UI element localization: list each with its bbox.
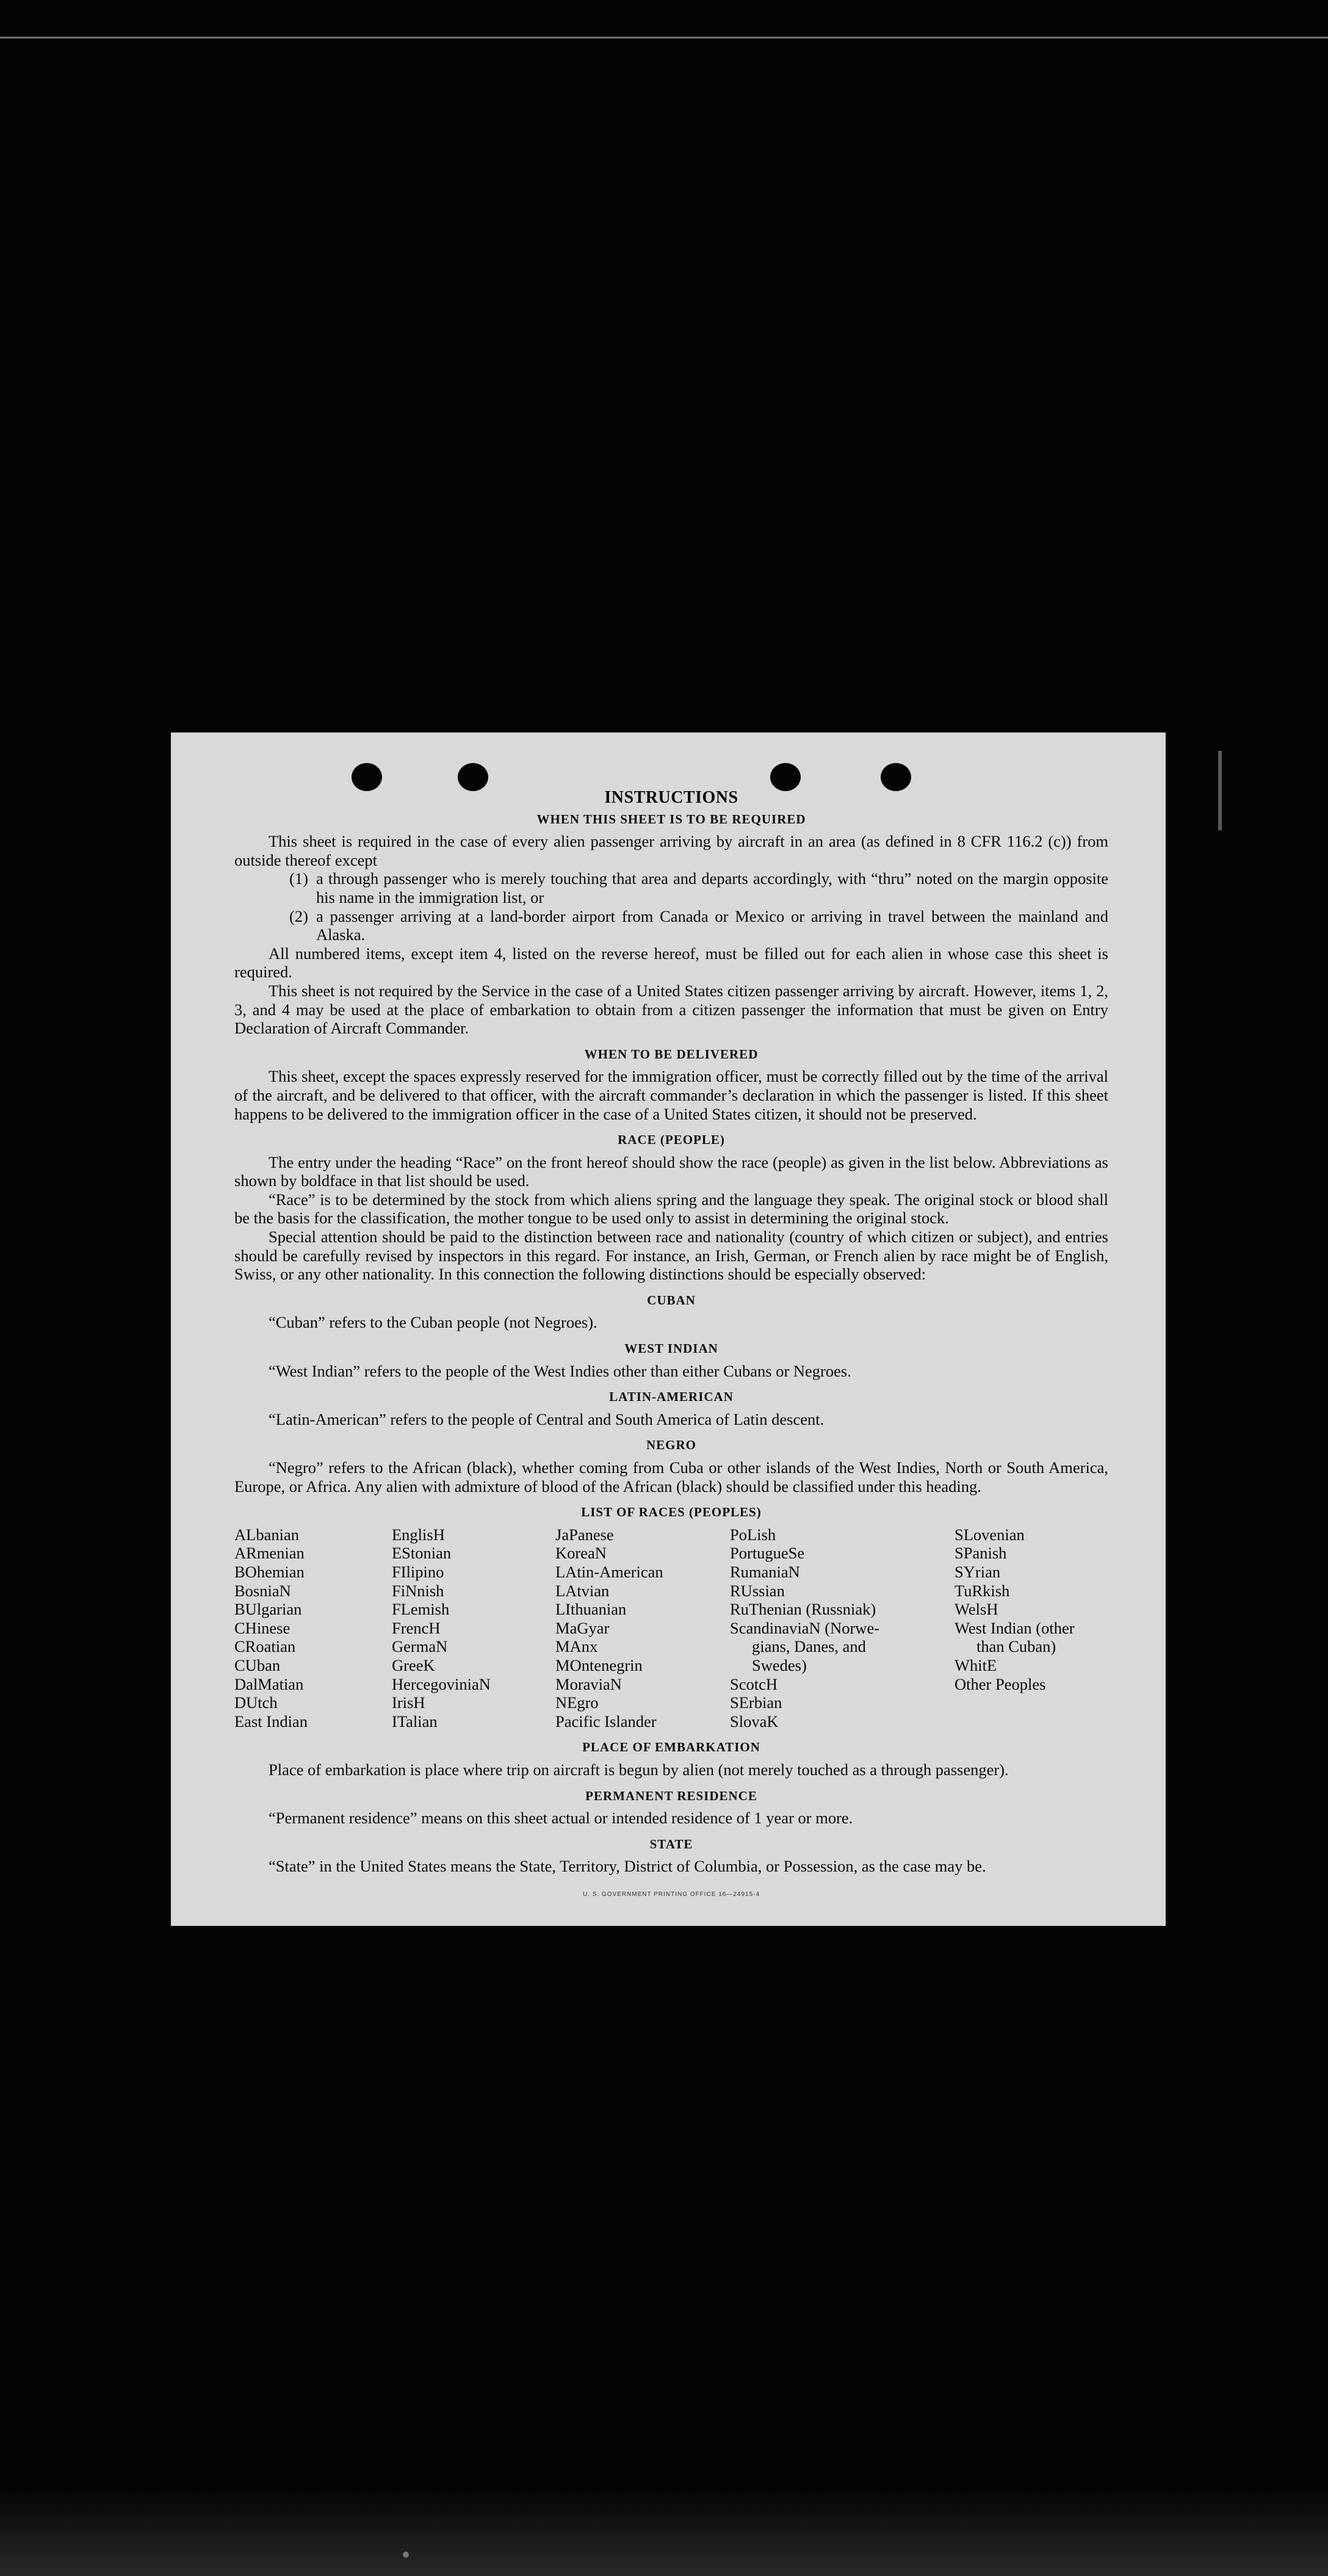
race-entry: SlovaK xyxy=(730,1712,779,1731)
scan-bottom-strip xyxy=(0,2491,1328,2576)
race-entry: SErbian xyxy=(730,1693,782,1712)
race-entry: RumaniaN xyxy=(730,1562,800,1581)
page-title: INSTRUCTIONS xyxy=(604,788,738,807)
race-entry: DUtch xyxy=(234,1693,278,1712)
race-entry: LIthuanian xyxy=(555,1600,627,1619)
race-entry: IrisH xyxy=(392,1693,425,1712)
race-entry: BUlgarian xyxy=(234,1600,302,1619)
races-column xyxy=(730,1525,955,1731)
paragraph: “Permanent residence” means on this sheet actual or intended residence of 1 year or more. xyxy=(269,1809,853,1828)
race-entry: KoreaN xyxy=(555,1544,607,1563)
race-entry: RuThenian (Russniak) xyxy=(730,1600,876,1619)
heading-state: STATE xyxy=(649,1836,693,1851)
paragraph: “West Indian” refers to the people of the West Indies other than either Cubans or Negroes. xyxy=(269,1361,851,1380)
heading-embarkation: PLACE OF EMBARKATION xyxy=(582,1740,760,1755)
race-entry: FLemish xyxy=(392,1600,450,1619)
race-entry: SPanish xyxy=(955,1544,1007,1563)
heading-when-delivered: WHEN TO BE DELIVERED xyxy=(584,1046,759,1062)
race-entry: FrencH xyxy=(392,1618,441,1637)
race-entry: TuRkish xyxy=(955,1581,1010,1600)
paragraph: Place of embarkation is place where trip on aircraft is begun by alien (not merely touched as a through passenger). xyxy=(269,1760,1009,1779)
race-entry: HercegoviniaN xyxy=(392,1674,491,1693)
race-entry: GreeK xyxy=(392,1655,435,1674)
punch-hole xyxy=(458,763,488,791)
instruction-sheet xyxy=(171,733,1166,1926)
race-entry: WhitE xyxy=(955,1655,997,1674)
race-entry: PoLish xyxy=(730,1525,776,1544)
race-entry: than Cuban) xyxy=(976,1637,1056,1656)
race-entry: ScandinaviaN (Norwe- xyxy=(730,1618,880,1637)
heading-cuban: CUBAN xyxy=(647,1292,696,1308)
race-entry: MoraviaN xyxy=(555,1674,622,1693)
race-entry: East Indian xyxy=(234,1712,308,1731)
paragraph: “Latin-American” refers to the people of Central and South America of Latin descent. xyxy=(269,1409,825,1428)
paragraph: “State” in the United States means the State, Territory, District of Columbia, or Possession, as the case may be. xyxy=(269,1857,986,1876)
race-entry: EnglisH xyxy=(392,1525,445,1544)
heading-latin-american: LATIN-AMERICAN xyxy=(609,1389,734,1405)
race-entry: Pacific Islander xyxy=(555,1712,657,1731)
heading-west-indian: WEST INDIAN xyxy=(624,1341,718,1356)
race-entry: NEgro xyxy=(555,1693,599,1712)
race-entry: GermaN xyxy=(392,1637,448,1656)
race-entry: MAnx xyxy=(555,1637,598,1656)
race-entry: ARmenian xyxy=(234,1544,305,1563)
race-entry: RUssian xyxy=(730,1581,785,1600)
heading-when-required: WHEN THIS SHEET IS TO BE REQUIRED xyxy=(536,811,806,827)
numbered-item: (1) a through passenger who is merely touching that area and departs accordingly, with “thru” noted on the margin opposite his name in the immigration list, or xyxy=(289,869,1108,906)
numbered-item: (2) a passenger arriving at a land-border airport from Canada or Mexico or arriving in travel between the mainland and Alaska. xyxy=(289,906,1108,944)
heading-race: RACE (PEOPLE) xyxy=(618,1132,725,1148)
scan-dust-dot xyxy=(403,2552,409,2558)
race-entry: MaGyar xyxy=(555,1618,610,1637)
race-entry: BOhemian xyxy=(234,1562,305,1581)
race-entry: CHinese xyxy=(234,1618,290,1637)
punch-hole xyxy=(881,763,911,791)
race-entry: DalMatian xyxy=(234,1674,304,1693)
races-column xyxy=(555,1525,730,1731)
race-entry: LAtvian xyxy=(555,1581,610,1600)
race-entry: FIlipino xyxy=(392,1562,444,1581)
scan-top-line xyxy=(0,37,1328,38)
printer-imprint: U. S. GOVERNMENT PRINTING OFFICE 16—24915-4 xyxy=(582,1890,760,1898)
race-entry: ALbanian xyxy=(234,1525,299,1544)
race-entry: LAtin-American xyxy=(555,1562,663,1581)
race-entry: ScotcH xyxy=(730,1674,778,1693)
heading-permanent-residence: PERMANENT RESIDENCE xyxy=(585,1788,757,1803)
race-entry: gians, Danes, and xyxy=(752,1637,866,1656)
paragraph: All numbered items, except item 4, listed on the reverse hereof, must be filled out for each alien in whose case this sheet is required. xyxy=(234,944,1108,982)
race-entry: Other Peoples xyxy=(955,1674,1046,1693)
race-entry: CUban xyxy=(234,1655,281,1674)
race-entry: CRoatian xyxy=(234,1637,296,1656)
race-entry: BosniaN xyxy=(234,1581,291,1600)
paragraph: This sheet, except the spaces expressly reserved for the immigration officer, must be correctly filled out by the time of the arrival of the aircraft, and be delivered to that officer, with the aircraft commander’s declaration in which the passenger is listed. If this sheet happens to be delivered to the immigration officer in the case of a United States citizen, it should not be preserved. xyxy=(234,1067,1108,1123)
race-entry: Swedes) xyxy=(752,1655,807,1674)
race-entry: West Indian (other xyxy=(955,1618,1075,1637)
paragraph: The entry under the heading “Race” on the front hereof should show the race (people) as given in the list below. Abbreviations as shown by boldface in that list should be used. xyxy=(234,1152,1108,1190)
race-entry: SYrian xyxy=(955,1562,1001,1581)
paragraph: Special attention should be paid to the distinction between race and nationality (country of which citizen or subject), and entries should be carefully revised by inspectors in this regard. For instance, an Irish, German, or French alien by race might be of English, Swiss, or any other nationality. In this connection the following distinctions should be especially observed: xyxy=(234,1228,1108,1284)
race-entry: PortugueSe xyxy=(730,1544,805,1563)
race-entry: EStonian xyxy=(392,1544,452,1563)
race-entry: FiNnish xyxy=(392,1581,444,1600)
races-column xyxy=(955,1525,1108,1731)
races-column xyxy=(234,1525,392,1731)
heading-list-of-races: LIST OF RACES (PEOPLES) xyxy=(581,1505,762,1520)
paragraph: This sheet is required in the case of every alien passenger arriving by aircraft in an area (as defined in 8 CFR 116.2 (c)) from outside thereof except xyxy=(234,832,1108,869)
races-column xyxy=(392,1525,555,1731)
race-entry: JaPanese xyxy=(555,1525,614,1544)
scan-edge-mark xyxy=(1218,751,1222,830)
race-entry: SLovenian xyxy=(955,1525,1025,1544)
paragraph: “Race” is to be determined by the stock from which aliens spring and the language they speak. The original stock or blood shall be the basis for the classification, the mother tongue to be used only to assist in determining the original stock. xyxy=(234,1190,1108,1228)
paragraph: “Cuban” refers to the Cuban people (not Negroes). xyxy=(269,1313,597,1332)
race-entry: ITalian xyxy=(392,1712,438,1731)
paragraph: “Negro” refers to the African (black), whether coming from Cuba or other islands of the West Indies, North or South America, Europe, or Africa. Any alien with admixture of blood of the African (black) should be classified under this heading. xyxy=(234,1458,1108,1496)
heading-negro: NEGRO xyxy=(646,1438,696,1453)
race-entry: WelsH xyxy=(955,1600,998,1619)
races-list xyxy=(234,1525,1108,1731)
punch-hole xyxy=(770,763,801,791)
paragraph: This sheet is not required by the Service in the case of a United States citizen passenger arriving by aircraft. However, items 1, 2, 3, and 4 may be used at the place of embarkation to obtain from a citizen passenger the information that must be given on Entry Declaration of Aircraft Commander. xyxy=(234,981,1108,1038)
punch-hole xyxy=(352,763,382,791)
race-entry: MOntenegrin xyxy=(555,1655,643,1674)
